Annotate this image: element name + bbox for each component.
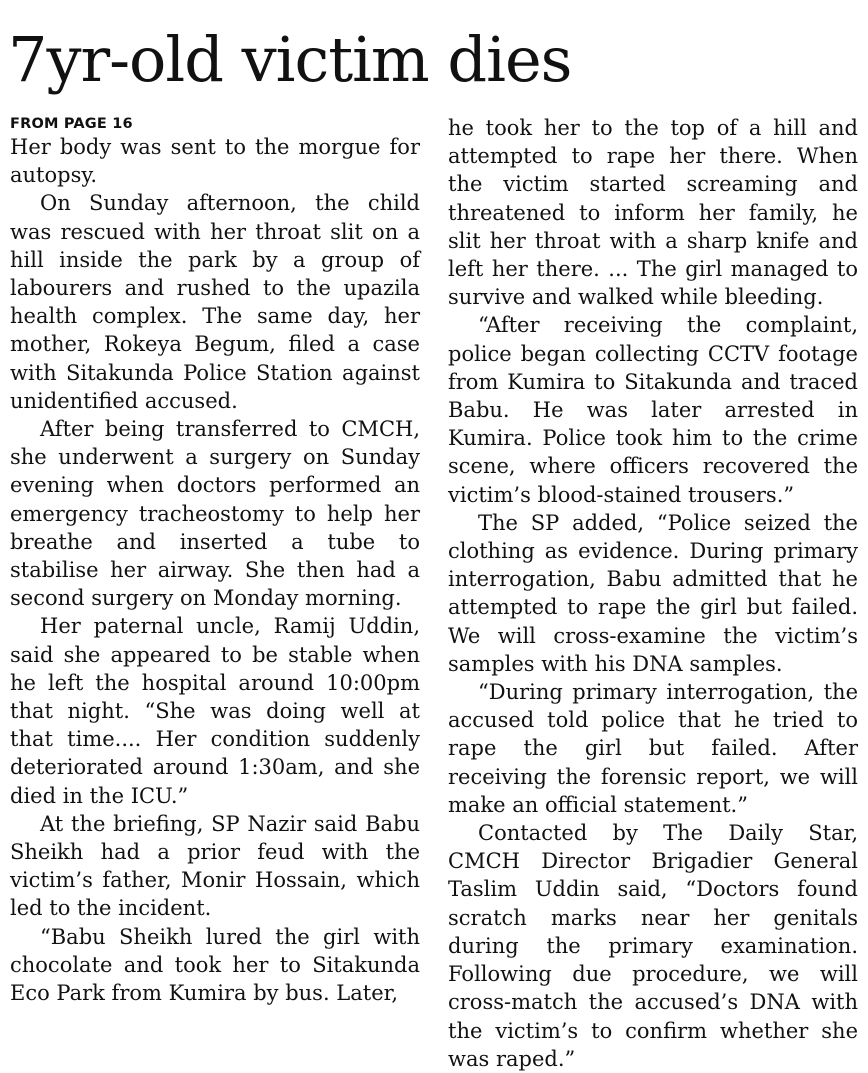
paragraph: At the briefing, SP Nazir said Babu Sheikh had a prior feud with the victim’s father, Monir Hossain, which led to the incident. — [10, 811, 420, 921]
paragraph: “After receiving the complaint, police began collecting CCTV footage from Kumira to Sitakunda and traced Babu. He was later arrested in Kumira. Police took him to the crime scene, where officers recovered the victim’s blood-stained trousers.” — [448, 313, 858, 507]
paragraph: On Sunday afternoon, the child was rescued with her throat slit on a hill inside the park by a group of labourers and rushed to the upazila health complex. The same day, her mother, Rokeya Begum, filed a case with Sitakunda Police Station against unidentified accused. — [10, 191, 420, 413]
kicker-from-page: FROM PAGE 16 — [10, 116, 133, 132]
paragraph: he took her to the top of a hill and attempted to rape her there. When the victim started screaming and threatened to inform her family, he slit her throat with a sharp knife and left her there. ... The girl managed to survive and walked while bleeding. — [448, 116, 858, 310]
paragraph: Contacted by The Daily Star, CMCH Director Brigadier General Taslim Uddin said, “Doctors found scratch marks near her genitals during the primary examination. Following due procedure, we will cross-match the accused’s DNA with the victim’s to confirm whether she was raped.” — [448, 821, 858, 1071]
paragraph: “Babu Sheikh lured the girl with chocolate and took her to Sitakunda Eco Park from Kumira by bus. Later, — [10, 924, 420, 1006]
paragraph: Her paternal uncle, Ramij Uddin, said she appeared to be stable when he left the hospital around 10:00pm that night. “She was doing well at that time.... Her condition suddenly deteriorated around 1:30am, and she died in the ICU.” — [10, 614, 420, 808]
paragraph: After being transferred to CMCH, she underwent a surgery on Sunday evening when doctors performed an emergency tracheostomy to help her breathe and inserted a tube to stabilise her airway. She then had a second surgery on Monday morning. — [10, 417, 420, 611]
article-column-left — [10, 115, 420, 1007]
headline: 7yr-old victim dies — [8, 23, 572, 96]
paragraph: The SP added, “Police seized the clothing as evidence. During primary interrogation, Babu admitted that he attempted to rape the girl but failed. We will cross-examine the victim’s samples with his DNA samples. — [448, 510, 858, 676]
paragraph: “During primary interrogation, the accused told police that he tried to rape the girl but failed. After receiving the forensic report, we will make an official statement.” — [448, 680, 858, 817]
paragraph: Her body was sent to the morgue for autopsy. — [10, 135, 420, 188]
article-column-right — [448, 114, 858, 1073]
